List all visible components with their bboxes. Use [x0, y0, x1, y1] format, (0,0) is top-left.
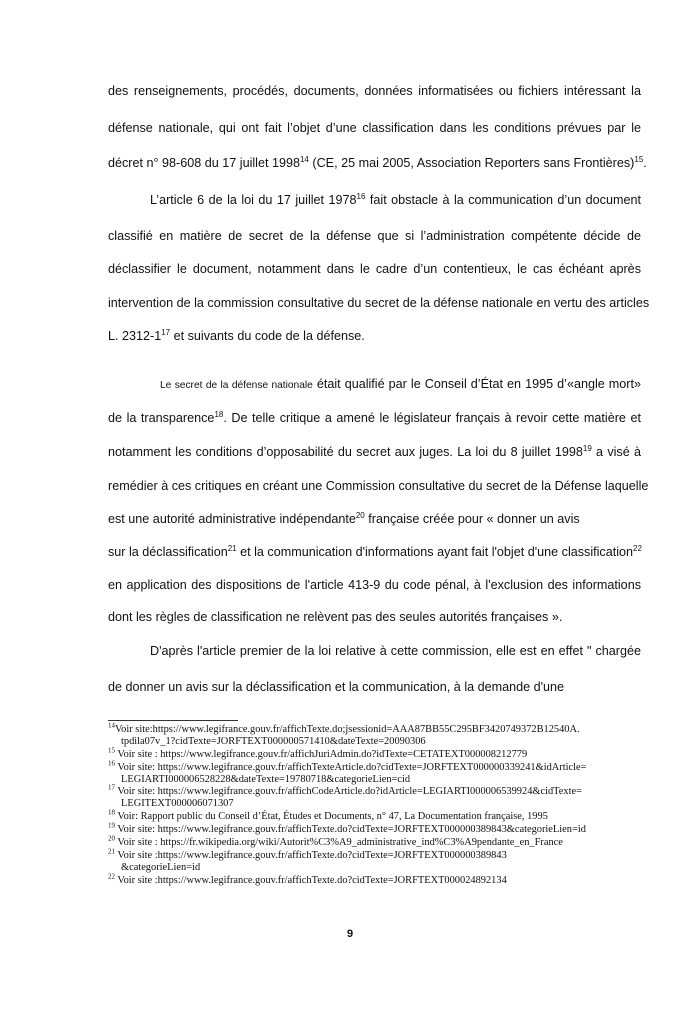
body-line: défense nationale, qui ont fait l’objet d’une classification dans les conditions prévues par le: [108, 121, 641, 135]
footnote-link[interactable]: Voir site :https://www.legifrance.gouv.fr/affichTexte.do?cidTexte=JORFTEXT000024892134: [115, 875, 507, 886]
footnote-ref[interactable]: 16: [356, 191, 366, 201]
footnote-separator: [108, 720, 238, 721]
footnote: $^{16}$ Voir site: https://www.legifrance.gouv.fr/affichTexteArticle.do?cidTexte=JORFTEXT000000339241&idArticle= LEGIARTI000006528228&dateTexte=19780718&categorieLien=cid: [108, 762, 648, 785]
footnote-link[interactable]: Voir site: https://www.legifrance.gouv.fr/affichTexteArticle.do?cidTexte=JORFTEXT000000339241&idArticle=: [115, 762, 587, 773]
body-line: L. $2312-1^{17}$ et suivants du code de la défense.: [108, 327, 365, 343]
footnote-ref[interactable]: 20: [355, 510, 365, 520]
footnote-link[interactable]: Voir site:https://www.legifrance.gouv.fr/affichTexte.do;jsessionid=AAA87BB55C295BF3420749372B12540A.: [115, 724, 580, 735]
body-line: en application des dispositions de l'article 413-9 du code pénal, à l'exclusion des informations: [108, 578, 641, 592]
body-line: dont les règles de classification ne relèvent pas des seules autorités françaises ».: [108, 610, 563, 624]
body-line: Le secret de la défense nationale était qualifié par le Conseil d’État en 1995 d’«angle mort»: [160, 377, 641, 391]
footnote-link[interactable]: Voir site :https://www.legifrance.gouv.fr/affichTexte.do?cidTexte=JORFTEXT000000389843: [115, 850, 507, 861]
footnote-link[interactable]: Voir site: https://www.legifrance.gouv.fr/affichCodeArticle.do?idArticle=LEGIARTI000006539924&cidTexte=: [115, 786, 582, 797]
footnote-ref[interactable]: 22: [633, 543, 642, 553]
body-line: de la transparence$^{18}$. De telle critique a amené le législateur français à revoir cette matière et: [108, 409, 641, 425]
body-line: D'après l'article premier de la loi relative à cette commission, elle est en effet " chargée: [150, 644, 641, 658]
footnote: $^{22}$ Voir site :https://www.legifrance.gouv.fr/affichTexte.do?cidTexte=JORFTEXT000024892134: [108, 872, 507, 886]
body-line: classifié en matière de secret de la défense que si l’administration compétente décide de: [108, 229, 641, 243]
footnote: $^{21}$ Voir site :https://www.legifrance.gouv.fr/affichTexte.do?cidTexte=JORFTEXT000000389843 &categorieLien=id: [108, 850, 648, 873]
footnote: $^{17}$ Voir site: https://www.legifrance.gouv.fr/affichCodeArticle.do?idArticle=LEGIARTI000006539924&cidTexte= LEGITEXT000006071307: [108, 786, 648, 809]
footnote-link[interactable]: LEGITEXT000006071307: [121, 797, 234, 809]
page-number: 9: [346, 928, 354, 940]
footnote-link[interactable]: tpdila07v_1?cidTexte=JORFTEXT000000571410&dateTexte=20090306: [121, 735, 426, 747]
footnote: $^{20}$ Voir site : https://fr.wikipedia.org/wiki/Autorit%C3%A9_administrative_ind%C3%A9pendante_en_France: [108, 834, 563, 848]
footnote-ref[interactable]: 18: [214, 409, 224, 419]
body-line: L’article 6 de la loi du 17 juillet 1978$^{16}$ fait obstacle à la communication d’un document: [150, 191, 641, 207]
body-line: décret n° 98-608 du 17 juillet 1998$^{14}$ (CE, 25 mai 2005, Association Reporters sans Frontières)$^{15}$.: [108, 154, 647, 170]
body-line: des renseignements, procédés, documents, données informatisées ou fichiers intéressant la: [108, 84, 641, 98]
footnote-link[interactable]: &categorieLien=id: [121, 861, 201, 873]
footnote-ref[interactable]: 19: [582, 443, 592, 453]
footnote-ref[interactable]: 15: [634, 154, 644, 164]
body-line: déclassifier le document, notamment dans le cadre d’un contentieux, le cas échéant après: [108, 262, 641, 276]
footnote-link[interactable]: LEGIARTI000006528228&dateTexte=19780718&categorieLien=cid: [121, 773, 411, 785]
body-line: de donner un avis sur la déclassification et la communication, à la demande d'une: [108, 680, 565, 694]
body-line: sur la déclassification$^{21}$ et la communication d'informations ayant fait l'objet d'une classification$^{22}$: [108, 543, 642, 559]
footnote-ref[interactable]: 21: [227, 543, 237, 553]
footnote-ref[interactable]: 17: [161, 327, 171, 337]
footnote: $^{19}$ Voir site: https://www.legifrance.gouv.fr/affichTexte.do?cidTexte=JORFTEXT000000389843&categorieLien=id: [108, 821, 586, 835]
footnote-link[interactable]: Voir site : https://fr.wikipedia.org/wiki/Autorit%C3%A9_administrative_ind%C3%A9pendante_en_France: [115, 837, 563, 848]
body-line: est une autorité administrative indépendante$^{20}$ française créée pour « donner un avis: [108, 510, 580, 526]
footnote-link[interactable]: Voir site: https://www.legifrance.gouv.fr/affichTexte.do?cidTexte=JORFTEXT000000389843&categorieLien=id: [115, 824, 586, 835]
footnote: $^{14}$Voir site:https://www.legifrance.gouv.fr/affichTexte.do;jsessionid=AAA87BB55C295BF3420749372B12540A. tpdila07v_1?cidTexte=JORFTEXT000000571410&dateTexte=20090306: [108, 724, 648, 747]
footnote-link[interactable]: Voir site : https://www.legifrance.gouv.fr/affichJuriAdmin.do?idTexte=CETATEXT000008212779: [115, 749, 528, 760]
footnote-ref[interactable]: 14: [299, 154, 309, 164]
footnote: $^{15}$ Voir site : https://www.legifrance.gouv.fr/affichJuriAdmin.do?idTexte=CETATEXT000008212779: [108, 746, 528, 760]
body-line: intervention de la commission consultative du secret de la défense nationale en vertu des articles: [108, 296, 650, 310]
footnote: $^{18}$ Voir: Rapport public du Conseil d’État, Études et Documents, n° 47, La Documentation française, 1995: [108, 808, 548, 822]
body-line: notamment les conditions d’opposabilité du secret aux juges. La loi du 8 juillet 1998$^{19}$ a visé à: [108, 443, 641, 459]
body-line: remédier à ces critiques en créant une Commission consultative du secret de la Défense laquelle: [108, 479, 649, 493]
